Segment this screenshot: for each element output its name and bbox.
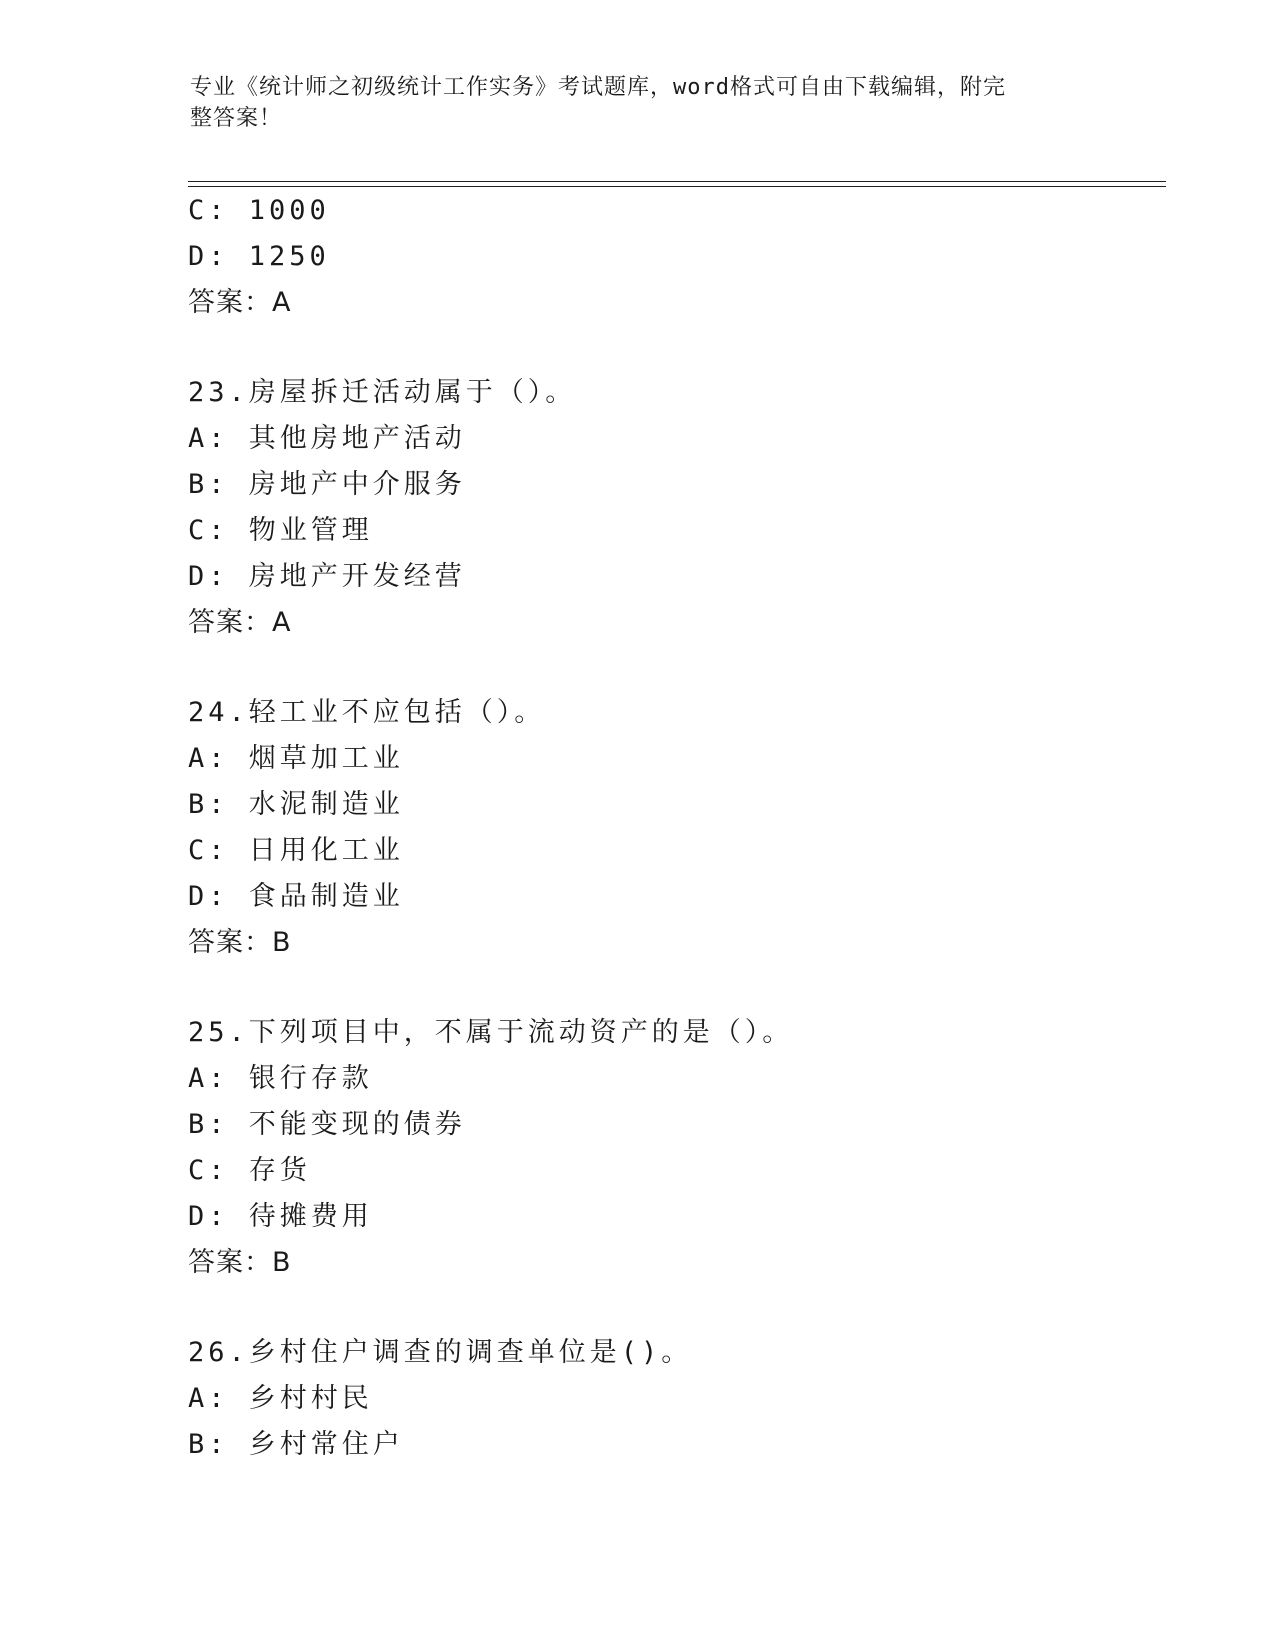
- question-stem: 23.房屋拆迁活动属于（）。: [188, 377, 577, 408]
- question-block-24: [188, 690, 1168, 966]
- question-stem: 24.轻工业不应包括（）。: [188, 697, 546, 728]
- option-a: A: 银行存款: [188, 1063, 373, 1094]
- option-c: C: 物业管理: [188, 515, 373, 546]
- option-b: B: 乡村常住户: [188, 1429, 404, 1460]
- header-divider-top: [188, 181, 1166, 182]
- option-b: B: 房地产中介服务: [188, 469, 466, 500]
- option-d: D: 待摊费用: [188, 1201, 373, 1232]
- option-b: B: 水泥制造业: [188, 789, 404, 820]
- question-block-continued: [188, 188, 1168, 326]
- option-c: C: 存货: [188, 1155, 311, 1186]
- option-d: D: 房地产开发经营: [188, 561, 466, 592]
- option-b: B: 不能变现的债券: [188, 1109, 466, 1140]
- question-block-25: [188, 1010, 1168, 1286]
- question-list: [188, 188, 1168, 1468]
- question-block-26: [188, 1330, 1168, 1468]
- option-d: D: 1250: [188, 241, 330, 272]
- answer-line: 答案：A: [188, 607, 292, 638]
- option-c: C: 1000: [188, 195, 330, 226]
- question-stem: 26.乡村住户调查的调查单位是()。: [188, 1337, 693, 1368]
- document-header: [190, 72, 1070, 134]
- option-d: D: 食品制造业: [188, 881, 404, 912]
- answer-line: 答案：A: [188, 287, 292, 318]
- option-a: A: 其他房地产活动: [188, 423, 466, 454]
- answer-line: 答案：B: [188, 1247, 292, 1278]
- question-block-23: [188, 370, 1168, 646]
- option-a: A: 乡村村民: [188, 1383, 373, 1414]
- question-stem: 25.下列项目中，不属于流动资产的是（）。: [188, 1017, 794, 1048]
- option-c: C: 日用化工业: [188, 835, 404, 866]
- answer-line: 答案：B: [188, 927, 292, 958]
- header-line-2: 整答案！: [190, 106, 283, 131]
- header-divider-bottom: [188, 186, 1166, 187]
- header-line-1: 专业《统计师之初级统计工作实务》考试题库，word格式可自由下载编辑，附完: [190, 75, 1006, 100]
- option-a: A: 烟草加工业: [188, 743, 404, 774]
